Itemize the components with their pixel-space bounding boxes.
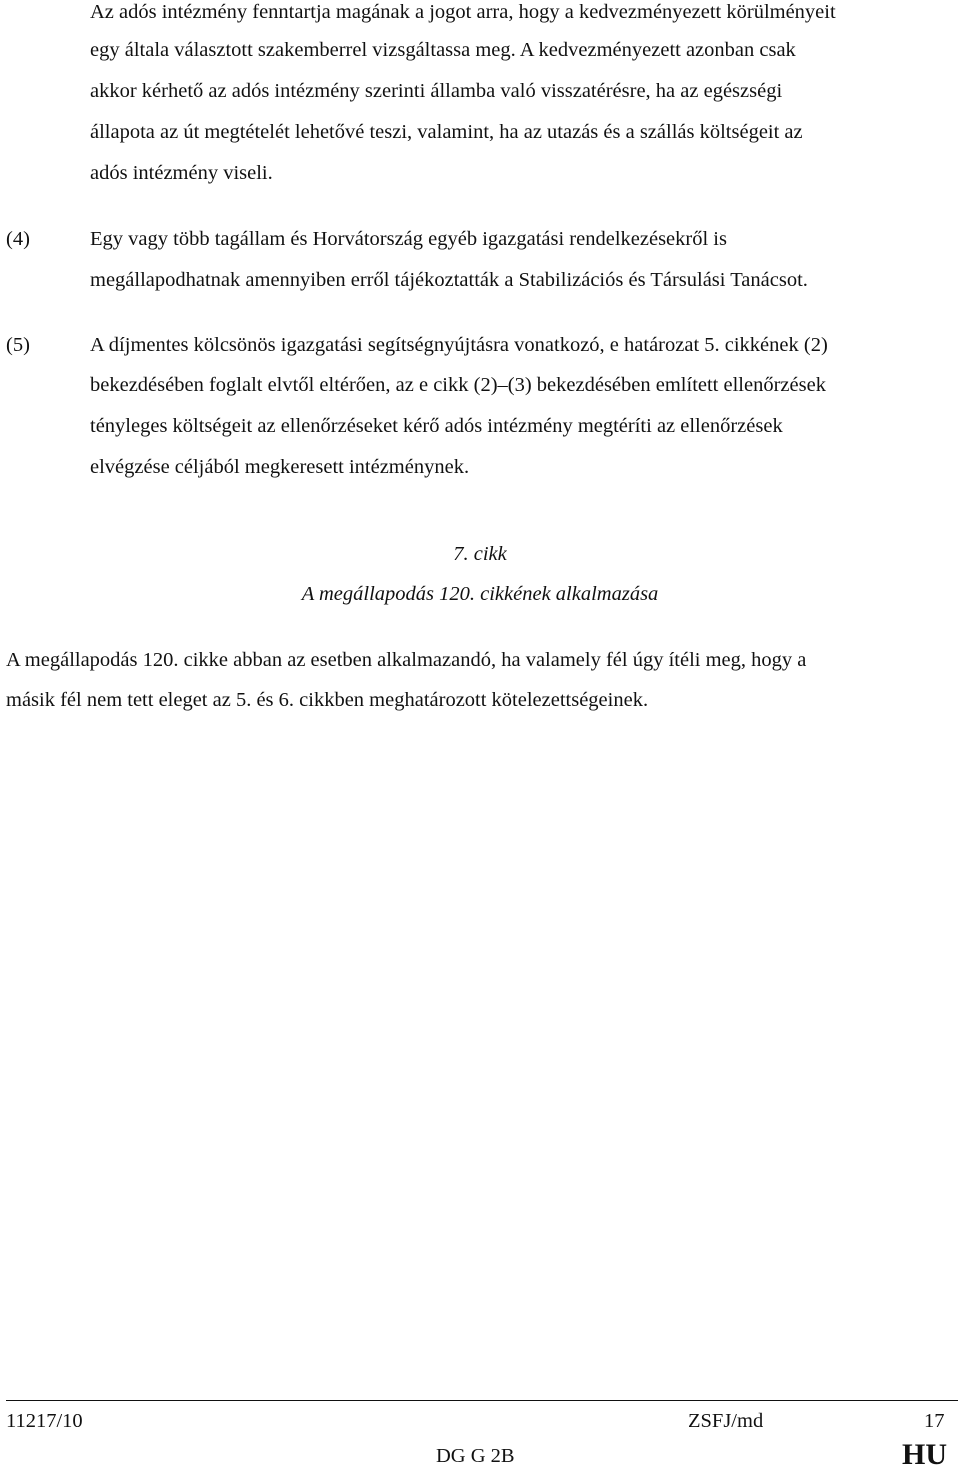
footer-author: ZSFJ/md	[688, 1410, 764, 1432]
paragraph-4-number: (4)	[6, 228, 30, 250]
paragraph-4-line-2: megállapodhatnak amennyiben erről tájékoztatták a Stabilizációs és Társulási Tanácsot.	[90, 269, 808, 291]
footer-lang: HU	[902, 1438, 947, 1471]
paragraph-4-line-1: Egy vagy több tagállam és Horvátország egyéb igazgatási rendelkezésekről is	[90, 228, 727, 250]
article-title: A megállapodás 120. cikkének alkalmazása	[301, 583, 659, 605]
paragraph-5-line-1: A díjmentes kölcsönös igazgatási segítségnyújtásra vonatkozó, e határozat 5. cikkének (2)	[90, 334, 828, 356]
intro-line-1: Az adós intézmény fenntartja magának a jogot arra, hogy a kedvezményezett körülményeit	[90, 1, 836, 23]
intro-line-4: állapota az út megtételét lehetővé teszi, valamint, ha az utazás és a szállás költségeit az	[90, 121, 803, 143]
footer-rule	[6, 1400, 958, 1401]
footer-doc-ref: 11217/10	[6, 1410, 83, 1432]
footer-page-number: 17	[924, 1410, 945, 1432]
article-line-2: másik fél nem tett eleget az 5. és 6. cikkben meghatározott kötelezettségeinek.	[6, 689, 649, 711]
article-number: 7. cikk	[453, 543, 507, 565]
intro-line-3: akkor kérhető az adós intézmény szerinti államba való visszatérésre, ha az egészségi	[90, 80, 783, 102]
paragraph-5-number: (5)	[6, 334, 30, 356]
intro-line-2: egy általa választott szakemberrel vizsgáltassa meg. A kedvezményezett azonban csak	[90, 39, 796, 61]
paragraph-5-line-3: tényleges költségeit az ellenőrzéseket kérő adós intézmény megtéríti az ellenőrzések	[90, 415, 783, 437]
footer-dept: DG G 2B	[436, 1445, 515, 1467]
article-line-1: A megállapodás 120. cikke abban az esetben alkalmazandó, ha valamely fél úgy ítéli meg, hogy a	[6, 649, 807, 671]
intro-line-5: adós intézmény viseli.	[90, 162, 273, 184]
paragraph-5-line-4: elvégzése céljából megkeresett intézménynek.	[90, 456, 470, 478]
paragraph-5-line-2: bekezdésében foglalt elvtől eltérően, az e cikk (2)–(3) bekezdésében említett ellenőrzések	[90, 374, 826, 396]
